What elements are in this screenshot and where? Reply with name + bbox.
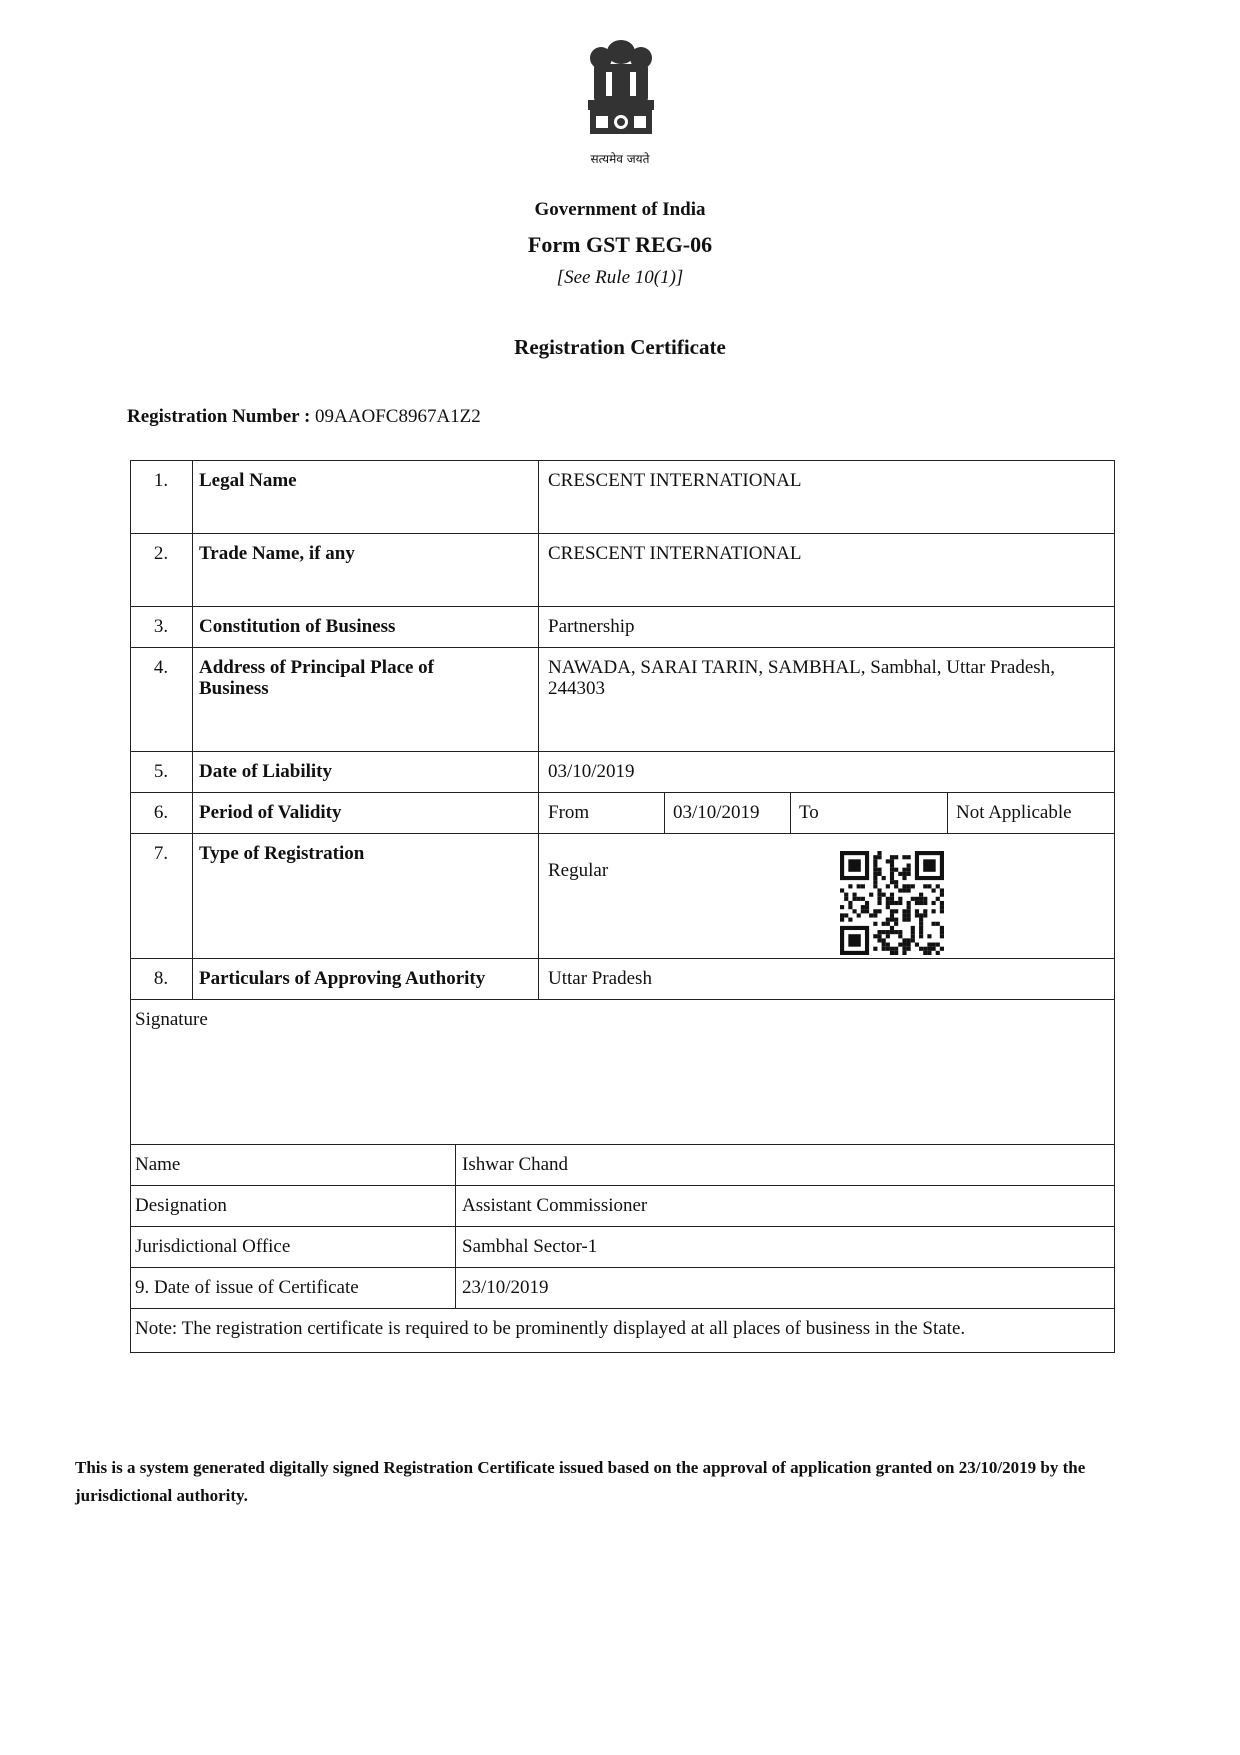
rule-reference: [See Rule 10(1)] (556, 267, 684, 288)
row-number: 6. (153, 802, 169, 823)
table-rule (130, 1267, 1115, 1268)
display-note: Note: The registration certificate is required to be prominently displayed at all places of business in the State. (135, 1318, 966, 1339)
row-number: 1. (153, 470, 169, 491)
constitution-value: Partnership (548, 616, 635, 637)
column-rule (664, 792, 665, 833)
validity-from-label: From (548, 802, 590, 823)
validity-label: Period of Validity (199, 802, 342, 823)
column-rule (455, 1144, 456, 1308)
approving-authority-label: Particulars of Approving Authority (199, 968, 486, 989)
registration-number-label: Registration Number : (127, 406, 311, 427)
system-generated-notice: This is a system generated digitally signed Registration Certificate issued based on the approval of application granted on 23/10/2019 by the jurisdictional authority. (75, 1458, 1086, 1505)
registration-type-label: Type of Registration (199, 843, 365, 864)
table-rule (130, 606, 1115, 607)
constitution-label: Constitution of Business (199, 616, 396, 637)
issue-date-value: 23/10/2019 (462, 1277, 549, 1298)
validity-to-label: To (799, 802, 819, 823)
approving-authority-value: Uttar Pradesh (548, 968, 652, 989)
registration-number (127, 406, 481, 428)
table-rule (130, 751, 1115, 752)
column-rule (538, 460, 539, 999)
table-rule (130, 1308, 1115, 1309)
certificate-table (130, 460, 1115, 1353)
government-heading: Government of India (534, 199, 706, 220)
row-number: 2. (153, 543, 169, 564)
address-value: NAWADA, SARAI TARIN, SAMBHAL, Sambhal, Uttar Pradesh, 244303 (548, 657, 1055, 699)
row-number: 5. (153, 761, 169, 782)
table-rule (130, 460, 1115, 461)
jurisdictional-office-value: Sambhal Sector-1 (462, 1236, 598, 1257)
legal-name-label: Legal Name (199, 470, 297, 491)
table-rule (130, 1185, 1115, 1186)
table-rule (130, 1144, 1115, 1145)
qr-code-icon (840, 851, 944, 955)
row-number: 7. (153, 843, 169, 864)
column-rule (790, 792, 791, 833)
table-rule (130, 1226, 1115, 1227)
form-title: Form GST REG-06 (527, 232, 713, 257)
officer-name-value: Ishwar Chand (462, 1154, 569, 1175)
signature-label: Signature (135, 1009, 208, 1030)
table-rule (130, 833, 1115, 834)
column-rule (947, 792, 948, 833)
table-rule (130, 647, 1115, 648)
liability-date-label: Date of Liability (199, 761, 332, 782)
column-rule (192, 460, 193, 999)
registration-number-value: 09AAOFC8967A1Z2 (315, 406, 481, 427)
jurisdictional-office-label: Jurisdictional Office (135, 1236, 291, 1257)
trade-name-label: Trade Name, if any (199, 543, 355, 564)
emblem-motto: सत्यमेव जयते (590, 152, 650, 166)
issue-date-label: 9. Date of issue of Certificate (135, 1277, 359, 1298)
table-rule (130, 533, 1115, 534)
liability-date-value: 03/10/2019 (548, 761, 635, 782)
certificate-title: Registration Certificate (514, 335, 726, 359)
address-label: Address of Principal Place of Business (199, 657, 435, 699)
validity-to-value: Not Applicable (956, 802, 1072, 823)
table-rule (130, 958, 1115, 959)
validity-from-value: 03/10/2019 (673, 802, 760, 823)
national-emblem-icon (576, 36, 666, 146)
designation-label: Designation (135, 1195, 227, 1216)
registration-type-value: Regular (548, 860, 609, 881)
trade-name-value: CRESCENT INTERNATIONAL (548, 543, 802, 564)
row-number: 3. (153, 616, 169, 637)
table-rule (130, 999, 1115, 1000)
row-number: 4. (153, 657, 169, 678)
table-rule (130, 792, 1115, 793)
designation-value: Assistant Commissioner (462, 1195, 648, 1216)
row-number: 8. (153, 968, 169, 989)
legal-name-value: CRESCENT INTERNATIONAL (548, 470, 802, 491)
officer-name-label: Name (135, 1154, 181, 1175)
